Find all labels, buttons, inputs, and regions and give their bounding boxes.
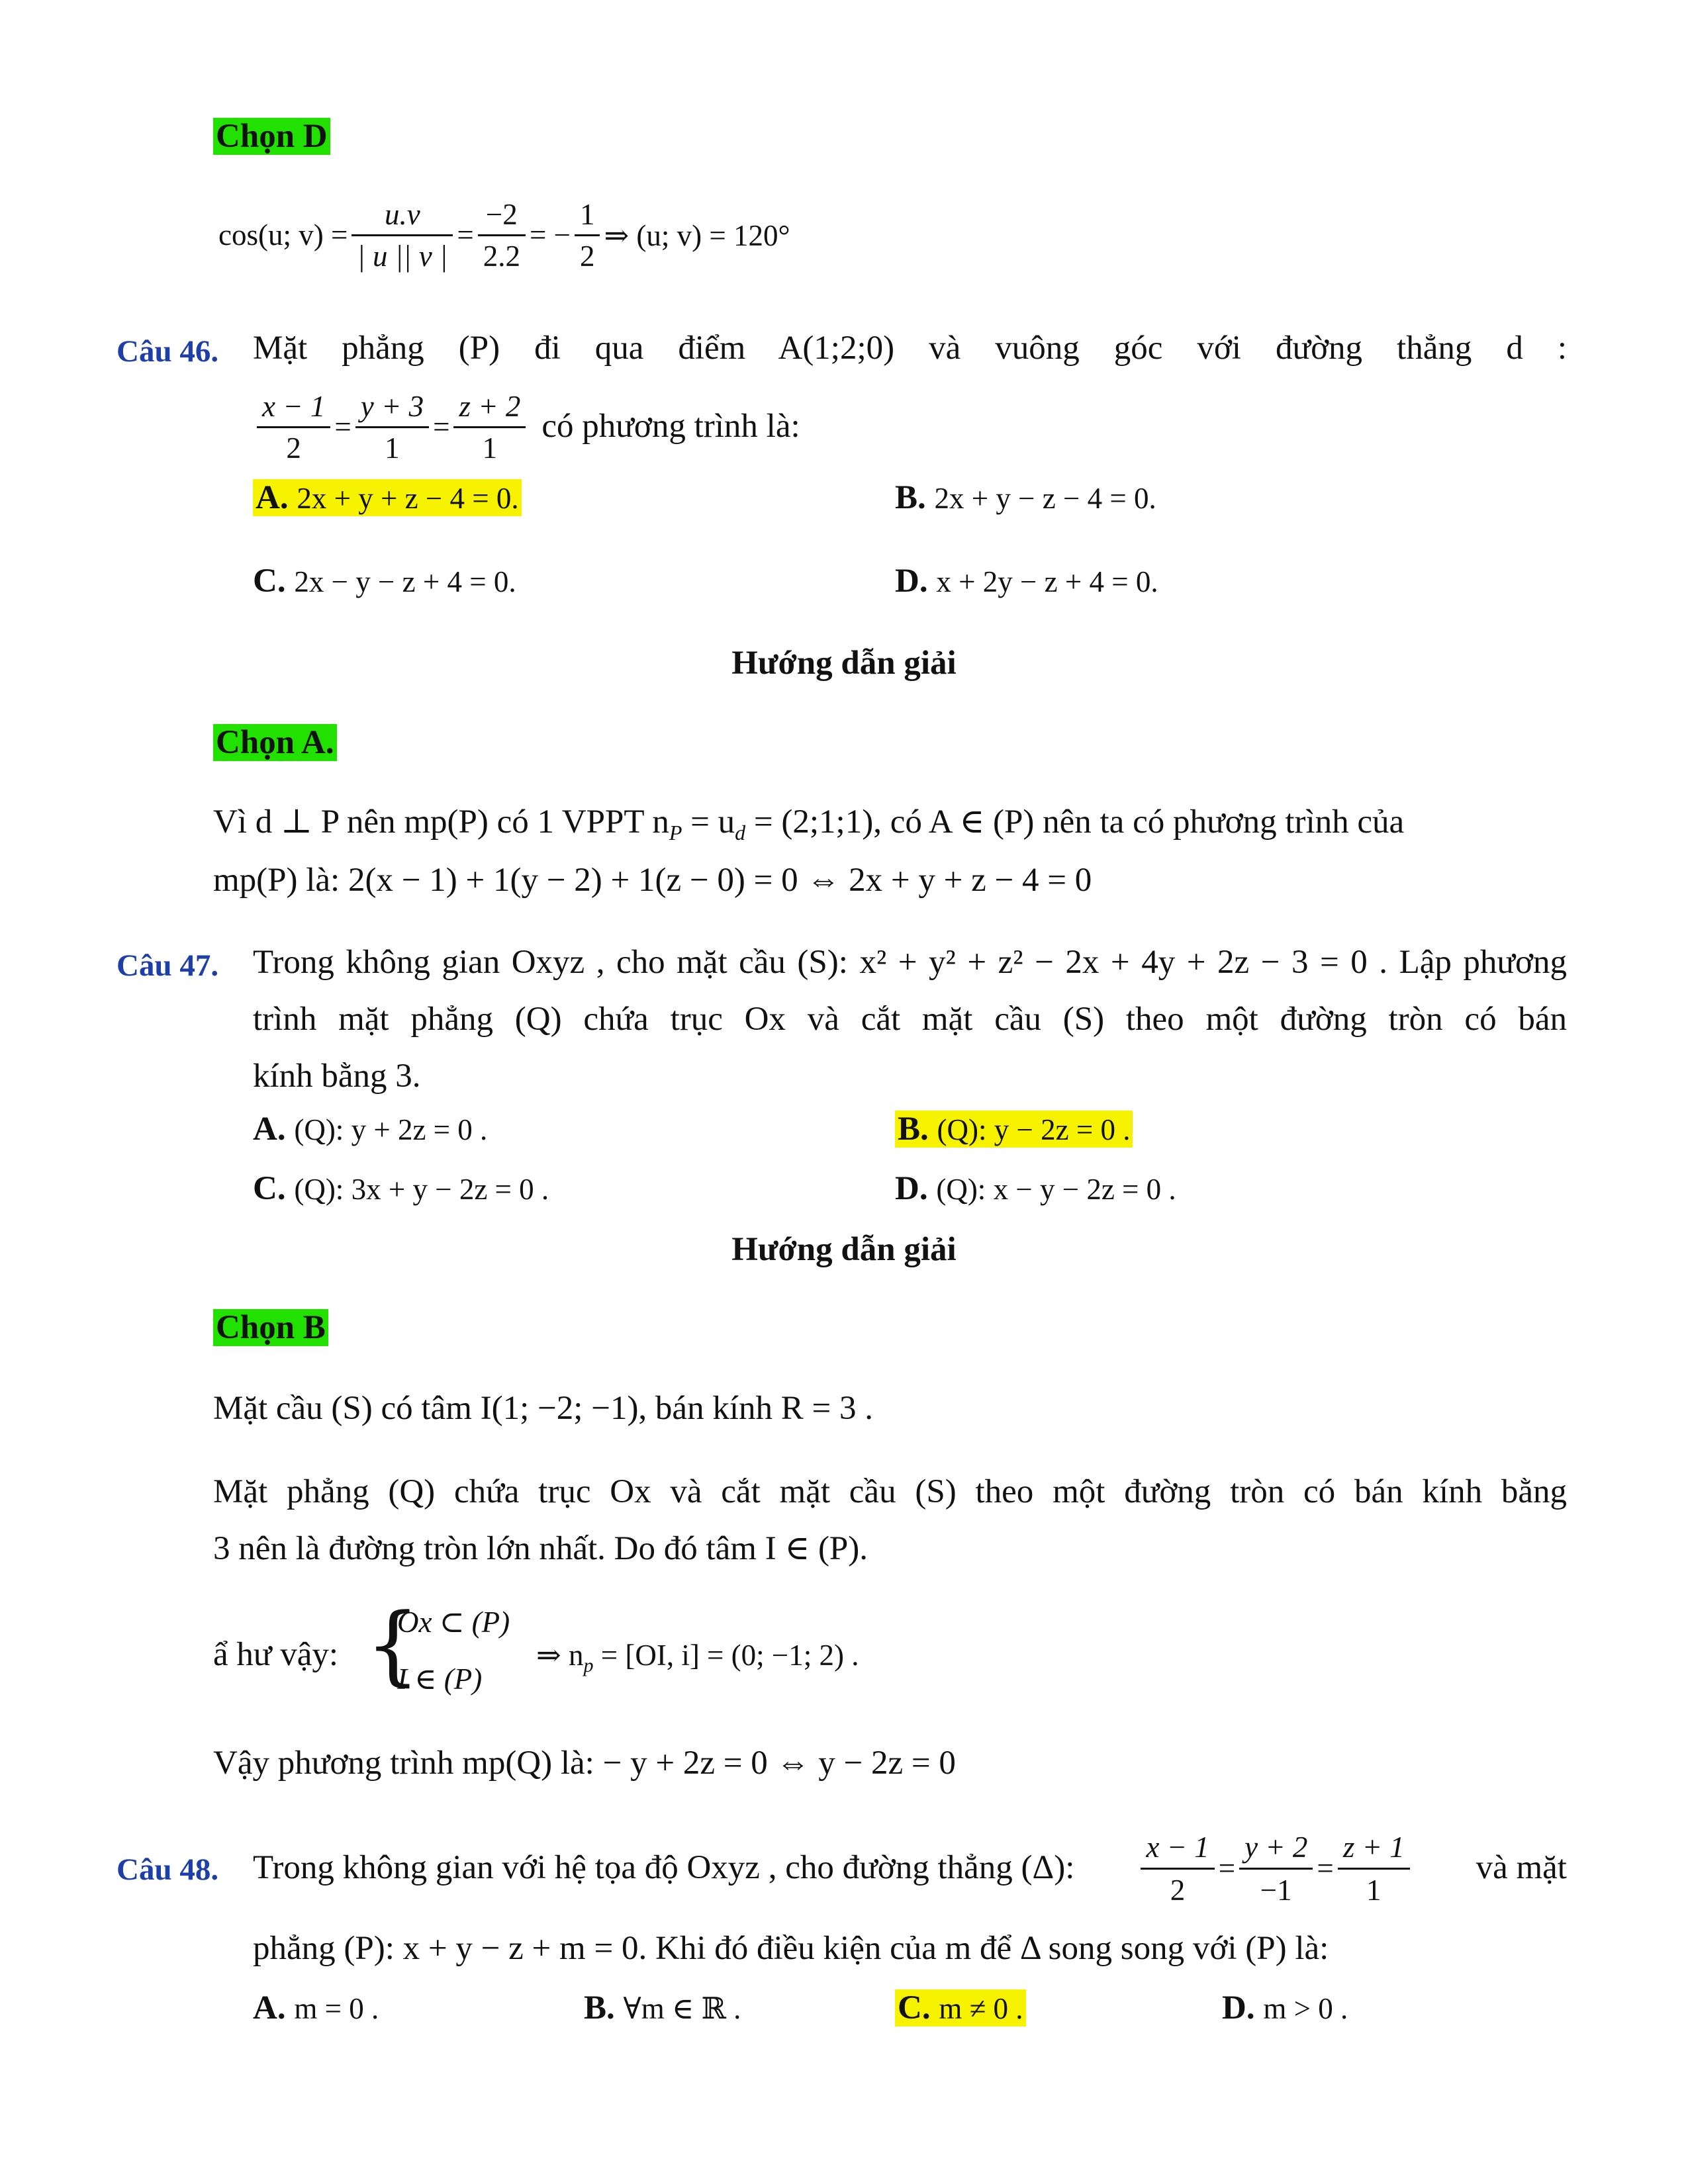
- question-text: trình mặt phẳng (Q) chứa trục Ox và cắt mặt cầu (S) theo một đường tròn có bán: [253, 1001, 1567, 1038]
- option-b: B. (Q): y − 2z = 0 .: [895, 1109, 1133, 1150]
- normal-vector-result: ⇒ $n_p = [OI$, i] = (0; −1; 2) .: [536, 1639, 859, 1676]
- solution-line: Mặt phẳng (Q) chứa trục Ox và cắt mặt cầu (S) theo một đường tròn có bán kính bằng: [213, 1473, 1567, 1510]
- question-text: Trong không gian với hệ tọa độ Oxyz , cho đường thẳng (Δ): $\frac{x - 1}{2}$ = $\frac{y + 2}{-1}$ = $\frac{z + 1}{1}$ và mặt: [253, 1830, 1567, 1907]
- fraction: $\frac{u.v}{| u || v |}$: [352, 197, 453, 273]
- solution-line: Vì d ⊥ P nên mp(P) có 1 VPPT $n_P = u_d$ = (2;1;1), có A ∈ (P) nên ta có phương trình của: [213, 803, 1405, 845]
- fraction: $\frac{-2}{2.2}$: [478, 197, 526, 273]
- question-number: Câu 47.: [117, 948, 219, 983]
- question-text: kính bằng 3.: [253, 1058, 421, 1095]
- solution-line: ẩ hư vậy:: [213, 1636, 339, 1673]
- option-c: C. 2x − y − z + 4 = 0.: [253, 563, 516, 600]
- chon-b-label: Chọn B: [213, 1308, 328, 1348]
- cos-formula: cos(u; v) = $\frac{u.v}{| u || v |}$ = $\frac{-2}{2.2}$ = − $\frac{1}{2}$ ⇒ (u; v) = 120°: [218, 197, 790, 273]
- option-b: B. ∀m ∈ ℝ .: [584, 1989, 741, 2026]
- option-d: D. x + 2y − z + 4 = 0.: [895, 563, 1158, 600]
- question-text: phẳng (P): x + y − z + m = 0. Khi đó điều kiện của m để Δ song song với (P) là:: [253, 1930, 1329, 1967]
- chon-d-label: Chọn D: [213, 116, 330, 157]
- option-b: B. 2x + y − z − 4 = 0.: [895, 479, 1156, 516]
- line-equation: $\frac{x - 1}{2}$ = $\frac{y + 3}{1}$ = $\frac{z + 2}{1}$ có phương trình là:: [253, 384, 800, 470]
- option-c: C. m ≠ 0 .: [895, 1988, 1026, 2028]
- system-line: Ox ⊂ (P): [397, 1606, 510, 1639]
- option-d: D. m > 0 .: [1222, 1989, 1348, 2026]
- solution-heading: Hướng dẫn giải: [731, 645, 957, 682]
- option-c: C. (Q): 3x + y − 2z = 0 .: [253, 1170, 549, 1207]
- option-a: A. 2x + y + z − 4 = 0.: [253, 478, 522, 518]
- question-number: Câu 48.: [117, 1852, 219, 1887]
- solution-line: 3 nên là đường tròn lớn nhất. Do đó tâm I ∈ (P).: [213, 1530, 868, 1567]
- question-number: Câu 46.: [117, 334, 219, 369]
- option-a: A. (Q): y + 2z = 0 .: [253, 1111, 488, 1148]
- chon-a-label: Chọn A.: [213, 723, 337, 763]
- question-text: Mặt phẳng (P) đi qua điểm A(1;2;0) và vuông góc với đường thẳng d :: [253, 330, 1567, 367]
- option-d: D. (Q): x − y − 2z = 0 .: [895, 1170, 1176, 1207]
- question-text: Trong không gian Oxyz , cho mặt cầu (S): x² + y² + z² − 2x + 4y + 2z − 3 = 0 . Lập phương: [253, 944, 1567, 981]
- system-line: I ∈ (P): [397, 1662, 483, 1696]
- solution-heading: Hướng dẫn giải: [731, 1231, 957, 1268]
- solution-line: Mặt cầu (S) có tâm I(1; −2; −1), bán kính R = 3 .: [213, 1390, 874, 1427]
- fraction: $\frac{1}{2}$: [575, 197, 600, 273]
- option-a: A. m = 0 .: [253, 1989, 379, 2026]
- solution-line: mp(P) là: 2(x − 1) + 1(y − 2) + 1(z − 0) = 0 ⇔ 2x + y + z − 4 = 0: [213, 862, 1092, 899]
- solution-line: Vậy phương trình mp(Q) là: − y + 2z = 0 ⇔ y − 2z = 0: [213, 1745, 956, 1782]
- system-brace: {: [365, 1594, 420, 1695]
